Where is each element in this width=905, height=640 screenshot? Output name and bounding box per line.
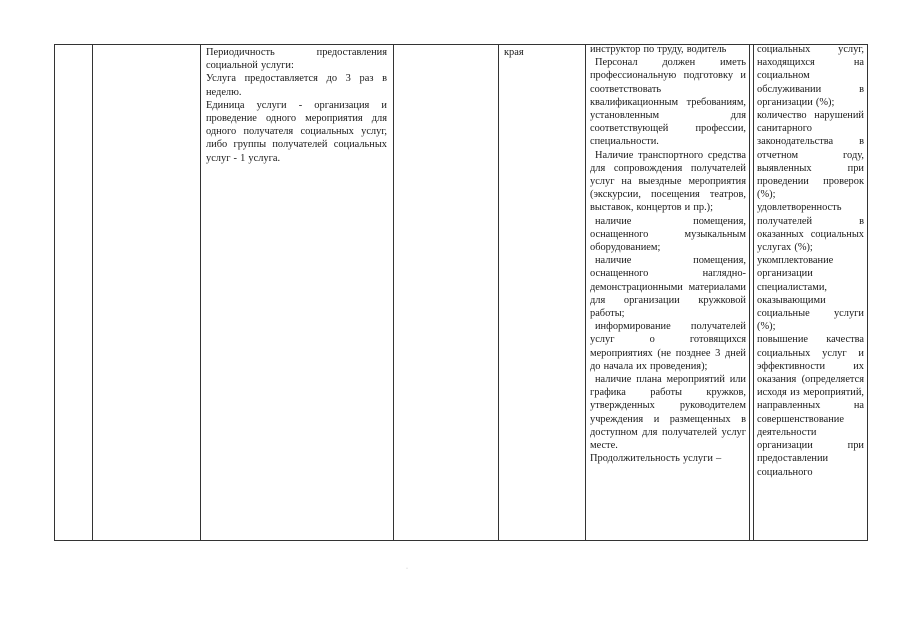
periodicity-cell xyxy=(206,46,387,165)
condition-transport: Наличие транспортного средства для сопровождения получателей услуг на выездные мероприятия (экскурсии, посещения театров, выставок, концертов и пр.); xyxy=(590,149,746,214)
indicator-satisfaction: удовлетворенность получателей в оказанных социальных услугах (%); xyxy=(757,202,864,254)
column-divider xyxy=(867,44,868,541)
condition-music-room: наличие помещения, оснащенного музыкальным оборудованием; xyxy=(590,215,746,254)
indicators-cell xyxy=(757,43,864,528)
condition-staff: инструктор по труду, водитель xyxy=(590,44,727,55)
column-divider xyxy=(498,44,499,541)
condition-demo-room: наличие помещения, оснащенного наглядно-демонстрационными материалами для организации кружковой работы; xyxy=(590,255,746,320)
scan-speck: · xyxy=(406,566,408,572)
indicator-quality: повышение качества социальных услуг и эффективности их оказания (определяется исходя из мероприятий, направленных на совершенствование деятельности организации при предоставлении социального xyxy=(757,334,864,478)
column-divider xyxy=(92,44,93,541)
periodicity-frequency: Услуга предоставляется до 3 раз в неделю. xyxy=(206,73,387,98)
condition-personnel: Персонал должен иметь профессиональную подготовку и соответствовать квалификационным требованиям, установленным для соответствующей профессии, специальности. xyxy=(590,57,746,148)
periodicity-heading: Периодичность предоставления социальной услуги: xyxy=(206,47,387,72)
column-divider xyxy=(393,44,394,541)
column-divider xyxy=(585,44,586,541)
table-bottom-border xyxy=(54,540,867,541)
column-divider xyxy=(200,44,201,541)
region-text: края xyxy=(504,47,524,58)
periodicity-unit: Единица услуги - организация и проведение одного мероприятия для одного получателя социальных услуг, либо группы получателей социальных услуг - 1 услуга. xyxy=(206,99,387,164)
condition-informing: информирование получателей услуг о готовящихся мероприятиях (не позднее 3 дней до начала их проведения); xyxy=(590,321,746,372)
column-divider xyxy=(54,44,55,541)
indicator-staffing: укомплектование организации специалистами, оказывающими социальные услуги (%); xyxy=(757,255,864,333)
conditions-cell xyxy=(590,43,746,466)
column-divider xyxy=(749,44,750,541)
region-cell xyxy=(504,46,580,59)
column-divider xyxy=(753,44,754,541)
condition-duration: Продолжительность услуги – xyxy=(590,453,722,465)
indicator-share: социальных услуг, находящихся на социальном обслуживании в организации (%); xyxy=(757,44,864,108)
indicator-violations: количество нарушений санитарного законодательства в отчетном году, выявленных при проведении проверок (%); xyxy=(757,110,864,201)
condition-plan: наличие плана мероприятий или графика работы кружков, утвержденных руководителем учреждения и размещенных в доступном для получателей услуг месте. xyxy=(590,374,746,452)
